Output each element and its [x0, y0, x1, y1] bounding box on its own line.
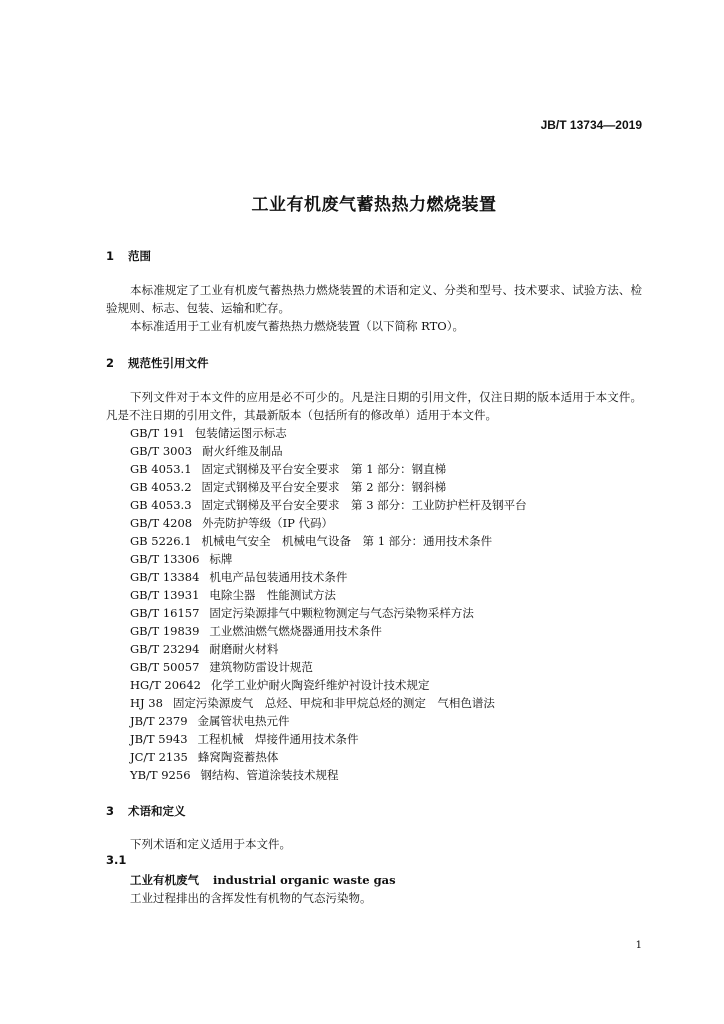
reference-item: [130, 478, 527, 496]
reference-item: [130, 514, 527, 532]
section-number: 2: [106, 356, 115, 370]
reference-item: [130, 532, 527, 550]
reference-code: JC/T 2135: [130, 750, 188, 764]
reference-code: GB/T 13931: [130, 588, 200, 602]
reference-item: [130, 604, 527, 622]
section-3-heading: [106, 803, 186, 819]
reference-code: JB/T 5943: [130, 732, 188, 746]
reference-title: 外壳防护等级（IP 代码）: [202, 516, 334, 530]
reference-item: [130, 748, 527, 766]
section-1-paragraph-2: 本标准适用于工业有机废气蓄热热力燃烧装置（以下简称 RTO）。: [130, 319, 464, 333]
term-number: 3.1: [106, 853, 127, 867]
reference-title: 包装储运图示标志: [194, 426, 287, 440]
section-title: 规范性引用文件: [128, 356, 209, 370]
reference-title: 蜂窝陶瓷蓄热体: [197, 750, 279, 764]
reference-title: 固定式钢梯及平台安全要求 第 3 部分：工业防护栏杆及钢平台: [201, 498, 527, 512]
reference-item: [130, 442, 527, 460]
reference-code: GB 5226.1: [130, 534, 192, 548]
reference-code: GB 4053.3: [130, 498, 192, 512]
reference-title: 标牌: [209, 552, 233, 566]
standard-number: JB/T 13734—2019: [540, 118, 642, 132]
reference-title: 建筑物防雷设计规范: [209, 660, 313, 674]
reference-title: 固定式钢梯及平台安全要求 第 1 部分：钢直梯: [201, 462, 447, 476]
reference-code: HJ 38: [130, 696, 163, 710]
reference-code: GB/T 50057: [130, 660, 200, 674]
reference-item: [130, 568, 527, 586]
reference-title: 化学工业炉耐火陶瓷纤维炉衬设计技术规定: [211, 678, 430, 692]
reference-item: [130, 640, 527, 658]
section-title: 术语和定义: [128, 804, 186, 818]
section-number: 1: [106, 249, 115, 263]
reference-code: GB/T 4208: [130, 516, 193, 530]
reference-title: 工业燃油燃气燃烧器通用技术条件: [209, 624, 382, 638]
reference-item: [130, 550, 527, 568]
reference-code: GB 4053.1: [130, 462, 192, 476]
reference-title: 耐火纤维及制品: [202, 444, 283, 458]
reference-code: GB/T 13384: [130, 570, 200, 584]
reference-code: GB/T 3003: [130, 444, 193, 458]
reference-item: [130, 676, 527, 694]
section-3-paragraph-1: 下列术语和定义适用于本文件。: [130, 837, 291, 851]
section-number: 3: [106, 804, 115, 818]
normative-references-list: [130, 424, 527, 784]
reference-title: 电除尘器 性能测试方法: [209, 588, 336, 602]
page-number: 1: [635, 940, 642, 951]
reference-code: GB/T 19839: [130, 624, 200, 638]
reference-item: [130, 730, 527, 748]
reference-code: JB/T 2379: [130, 714, 188, 728]
reference-title: 金属管状电热元件: [197, 714, 290, 728]
section-2-heading: [106, 355, 209, 371]
section-1-paragraph-1: 本标准规定了工业有机废气蓄热热力燃烧装置的术语和定义、分类和型号、技术要求、试验方法、检验规则、标志、包装、运输和贮存。: [106, 283, 642, 315]
reference-title: 固定式钢梯及平台安全要求 第 2 部分：钢斜梯: [201, 480, 447, 494]
reference-title: 机电产品包装通用技术条件: [209, 570, 348, 584]
reference-item: [130, 496, 527, 514]
section-1-heading: [106, 248, 151, 264]
reference-code: GB/T 191: [130, 426, 185, 440]
reference-code: GB/T 23294: [130, 642, 200, 656]
reference-title: 固定污染源排气中颗粒物测定与气态污染物采样方法: [209, 606, 474, 620]
section-title: 范围: [128, 249, 152, 263]
term-chinese: 工业有机废气: [130, 873, 199, 887]
reference-title: 机械电气安全 机械电气设备 第 1 部分：通用技术条件: [201, 534, 493, 548]
reference-code: HG/T 20642: [130, 678, 201, 692]
reference-code: GB 4053.2: [130, 480, 192, 494]
term-english: industrial organic waste gas: [213, 873, 396, 887]
reference-item: [130, 424, 527, 442]
reference-code: GB/T 13306: [130, 552, 200, 566]
reference-code: GB/T 16157: [130, 606, 200, 620]
reference-title: 工程机械 焊接件通用技术条件: [197, 732, 359, 746]
reference-item: [130, 766, 527, 784]
reference-item: [130, 622, 527, 640]
reference-code: YB/T 9256: [130, 768, 191, 782]
reference-item: [130, 460, 527, 478]
document-title: 工业有机废气蓄热热力燃烧装置: [251, 195, 497, 215]
reference-title: 固定污染源废气 总烃、甲烷和非甲烷总烃的测定 气相色谱法: [172, 696, 495, 710]
term-definition: 工业过程排出的含挥发性有机物的气态污染物。: [130, 891, 372, 905]
reference-item: [130, 694, 527, 712]
reference-title: 钢结构、管道涂装技术规程: [200, 768, 339, 782]
reference-title: 耐磨耐火材料: [209, 642, 279, 656]
reference-item: [130, 658, 527, 676]
term-entry: [130, 871, 396, 889]
section-2-paragraph-1: 下列文件对于本文件的应用是必不可少的。凡是注日期的引用文件，仅注日期的版本适用于本文件。凡是不注日期的引用文件，其最新版本（包括所有的修改单）适用于本文件。: [106, 390, 642, 422]
reference-item: [130, 712, 527, 730]
reference-item: [130, 586, 527, 604]
